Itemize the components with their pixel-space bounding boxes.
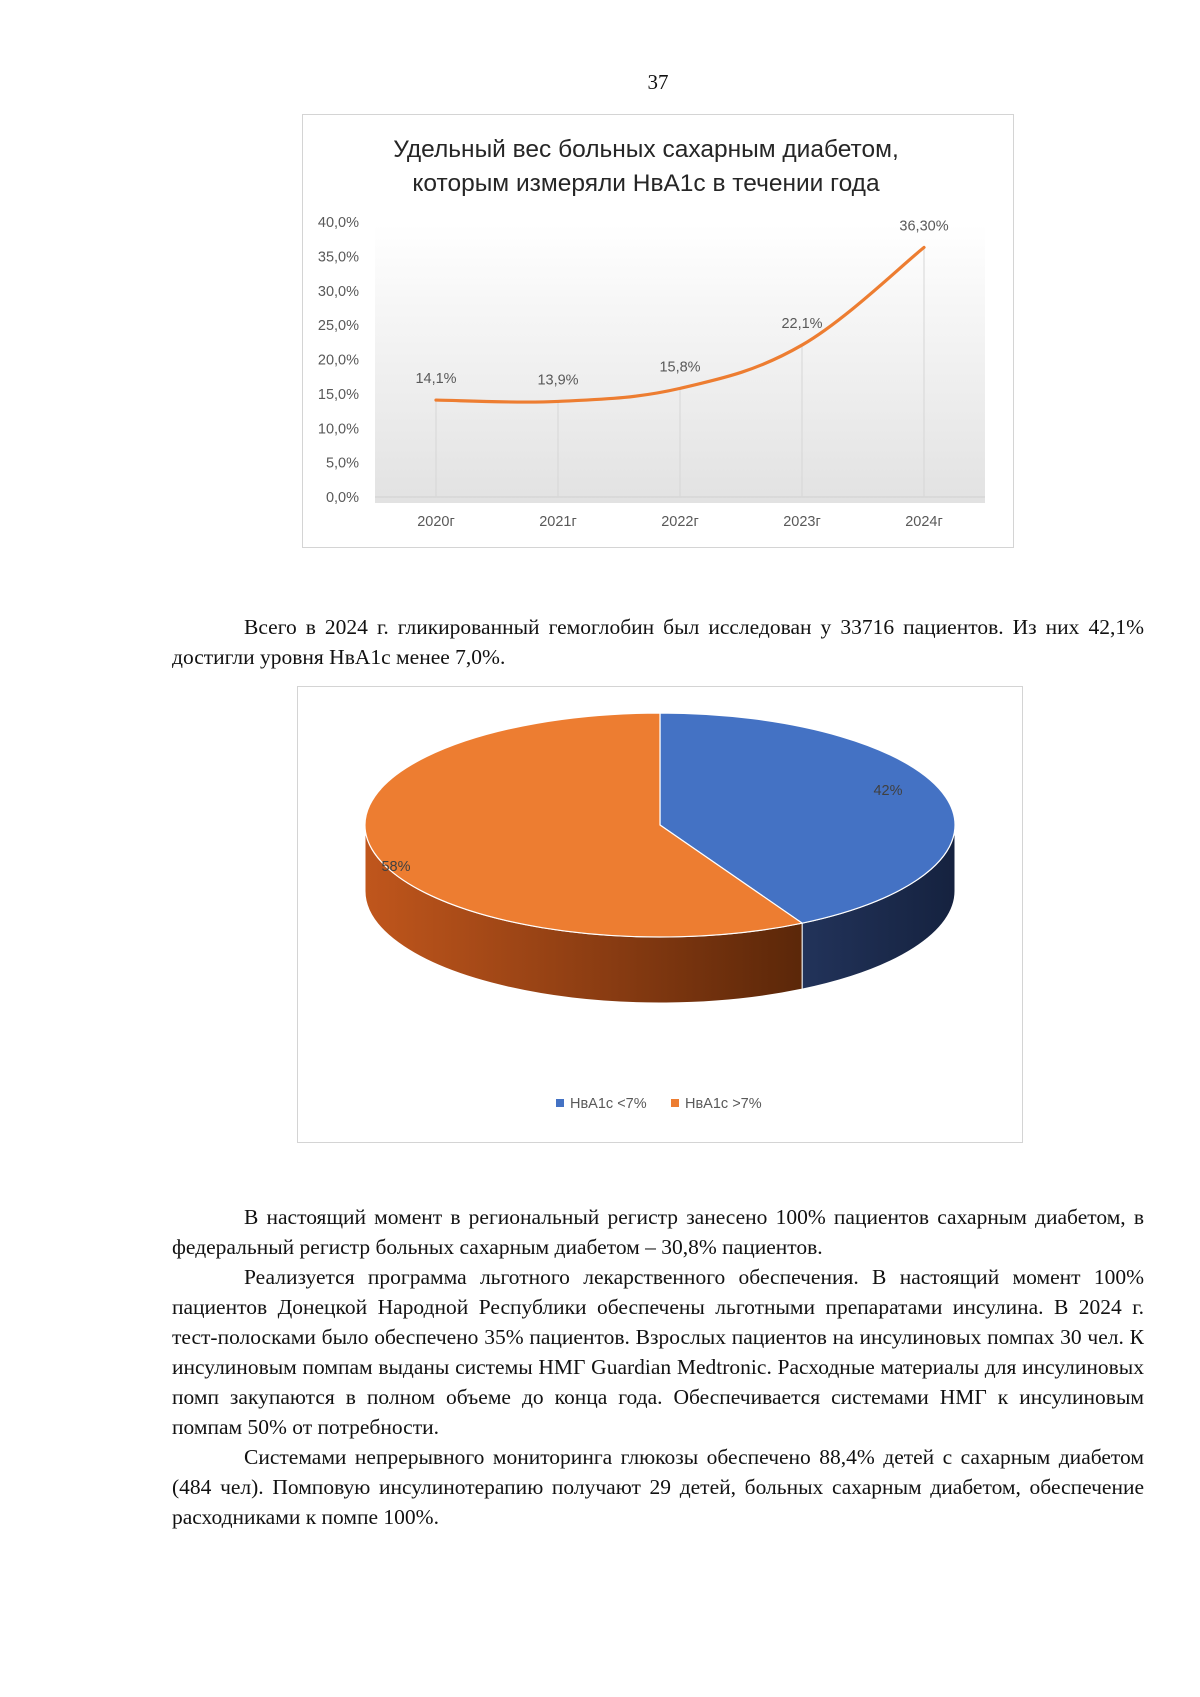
x-tick-label: 2021г [539, 514, 577, 530]
x-tick-label: 2020г [417, 514, 455, 530]
data-label: 36,30% [899, 218, 949, 235]
legend-label: НвА1с <7% [570, 1096, 647, 1112]
paragraph-cgm-children: Системами непрерывного мониторинга глюкозы обеспечено 88,4% детей с сахарным диабетом (484 чел). Помповую инсулинотерапию получают 29 детей, больных сахарным диабетом, обеспечение расходниками к помпе 100%. [172, 1445, 1144, 1529]
y-tick-label: 30,0% [317, 283, 359, 300]
data-label: 14,1% [415, 371, 457, 388]
pie-chart-svg [298, 687, 1022, 1142]
pie-data-label: 42% [873, 783, 903, 799]
y-tick-label: 25,0% [317, 318, 359, 335]
y-tick-label: 0,0% [325, 490, 359, 506]
x-tick-label: 2024г [905, 514, 943, 530]
paragraph-hba1c-total: Всего в 2024 г. гликированный гемоглобин был исследован у 33716 пациентов. Из них 42,1% достигли уровня НвА1с менее 7,0%. [172, 615, 1144, 669]
y-tick-label: 10,0% [317, 421, 359, 438]
y-tick-label: 5,0% [325, 455, 359, 472]
data-label: 22,1% [781, 316, 823, 333]
chart-title-line-2: которым измеряли НвА1с в течении года [412, 170, 880, 197]
page-number: 37 [647, 70, 669, 94]
x-tick-label: 2022г [661, 514, 699, 530]
legend-swatch [556, 1099, 564, 1107]
y-tick-label: 40,0% [317, 215, 359, 231]
legend-label: НвА1с >7% [685, 1096, 762, 1112]
line-chart-svg [303, 115, 1013, 547]
paragraph-drug-supply: Реализуется программа льготного лекарственного обеспечения. В настоящий момент 100% пациентов Донецкой Народной Республики обеспечены льготными препаратами инсулина. В 2024 г. тест-полосками было обеспечено 35% пациентов. Взрослых пациентов на инсулиновых помпах 30 чел. К инсулиновым помпам выданы системы НМГ Guardian Medtronic. Расходные материалы для инсулиновых помп закупаются в полном объеме до конца года. Обеспечивается системами НМГ к инсулиновым помпам 50% от потребности. [172, 1265, 1144, 1439]
data-label: 13,9% [537, 372, 579, 389]
x-tick-label: 2023г [783, 514, 821, 530]
legend-swatch [671, 1099, 679, 1107]
paragraph-registry: В настоящий момент в региональный регистр занесено 100% пациентов сахарным диабетом, в федеральный регистр больных сахарным диабетом – 30,8% пациентов. [172, 1205, 1144, 1259]
y-tick-label: 20,0% [317, 352, 359, 369]
data-label: 15,8% [659, 359, 701, 376]
y-tick-label: 35,0% [317, 249, 359, 266]
pie-data-label: 58% [381, 859, 411, 875]
y-tick-label: 15,0% [317, 386, 359, 403]
chart-title-line-1: Удельный вес больных сахарным диабетом, [393, 136, 899, 163]
pie-chart [297, 686, 1023, 1143]
line-chart [302, 114, 1014, 548]
